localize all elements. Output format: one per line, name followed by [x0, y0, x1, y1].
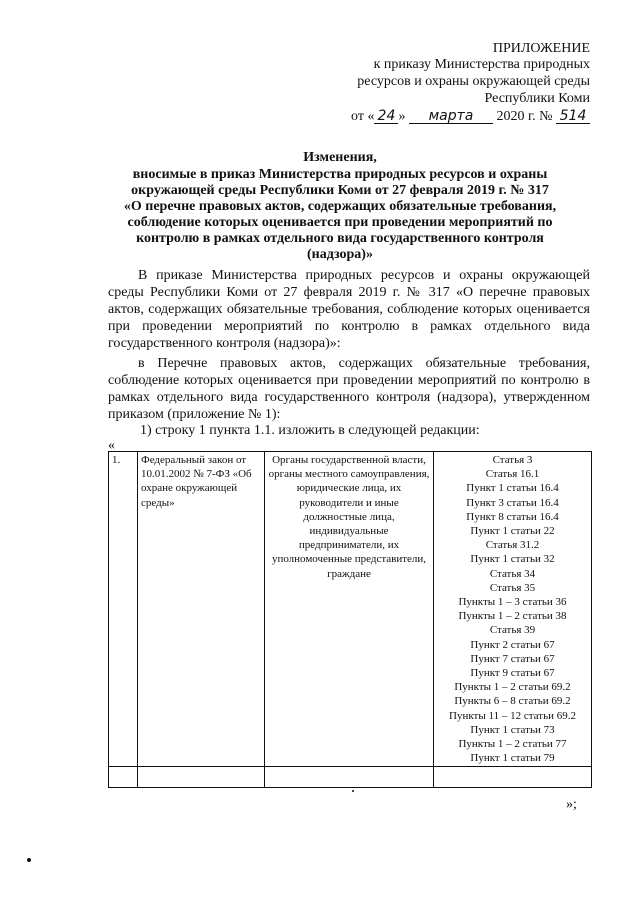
- table-row: [109, 452, 592, 767]
- article-line: Пункт 1 статьи 32: [470, 553, 555, 566]
- title-line-5: соблюдение которых оценивается при проведении мероприятий по: [127, 215, 553, 230]
- article-line: Пункт 9 статьи 67: [470, 667, 555, 680]
- header-line-3: ресурсов и охраны окружающей среды: [357, 74, 590, 89]
- header-line-4: Республики Коми: [484, 91, 590, 106]
- article-line: Пункты 6 – 8 статьи 69.2: [454, 695, 571, 708]
- article-line: Пункт 3 статьи 16.4: [466, 496, 559, 509]
- article-line: Пункт 1 статьи 22: [470, 525, 555, 538]
- order-date-line: [330, 108, 590, 125]
- quote-open-mark: «: [108, 438, 115, 453]
- title-line-2: вносимые в приказ Министерства природных ресурсов и охраны: [132, 167, 548, 182]
- article-line: Пункты 1 – 3 статьи 36: [458, 596, 567, 609]
- handwritten-number: 514: [556, 109, 590, 124]
- header-line-2: к приказу Министерства природных: [373, 57, 590, 72]
- body-paragraph-1: В приказе Министерства природных ресурсов и охраны окружающей среды Республики Коми от 27 февраля 2019 г. № 317 «О перечне правовых актов, содержащих обязательные требования, соблюдение которых оценивается при проведении мероприятий по контролю в рамках отдельного вида государственного контроля (надзора)»:: [108, 268, 590, 351]
- article-line: Пункт 1 статьи 73: [470, 723, 555, 736]
- body-paragraph-2: в Перечне правовых актов, содержащих обязательные требования, соблюдение которых оценивается при проведении мероприятий по контролю в рамках отдельного вида государственного контроля (надзора), утвержденном приказом (приложение № 1):: [108, 356, 590, 422]
- body-paragraph-3: 1) строку 1 пункта 1.1. изложить в следующей редакции:: [140, 423, 480, 438]
- title-line-1: Изменения,: [303, 150, 377, 165]
- title-line-4: «О перечне правовых актов, содержащих обязательные требования,: [123, 199, 557, 214]
- table-row-empty: [109, 767, 592, 788]
- handwritten-month: марта: [409, 109, 493, 124]
- title-line-3: окружающей среды Республики Коми от 27 февраля 2019 г. № 317: [131, 183, 549, 198]
- date-mid: »: [398, 109, 406, 124]
- article-line: Статья 16.1: [485, 468, 540, 481]
- article-line: Статья 39: [489, 624, 536, 637]
- title-line-6: контролю в рамках отдельного вида государственного контроля: [136, 231, 544, 246]
- article-line: Пункт 1 статьи 16.4: [466, 482, 559, 495]
- article-line: Пункты 1 – 2 статьи 38: [458, 610, 567, 623]
- article-line: Статья 34: [489, 567, 536, 580]
- quote-close-mark: »;: [566, 797, 577, 812]
- appendix-label: ПРИЛОЖЕНИЕ: [492, 41, 590, 56]
- scan-speck: [352, 790, 354, 792]
- scan-speck: [27, 858, 31, 862]
- article-line: Статья 35: [489, 581, 536, 594]
- empty-cell: [434, 767, 592, 788]
- row-number-cell: 1.: [109, 452, 138, 767]
- article-line: Пункт 7 статьи 67: [470, 652, 555, 665]
- handwritten-day: 24: [374, 109, 398, 124]
- date-year: 2020 г. №: [496, 109, 553, 124]
- empty-cell: [138, 767, 265, 788]
- empty-cell: [265, 767, 434, 788]
- article-line: Статья 3: [492, 454, 533, 466]
- articles-cell: [434, 452, 592, 767]
- article-line: Статья 31.2: [485, 539, 540, 552]
- amendment-table: [108, 451, 592, 788]
- title-line-7: (надзора)»: [307, 247, 373, 262]
- article-line: Пункты 1 – 2 статьи 77: [458, 738, 567, 751]
- empty-cell: [109, 767, 138, 788]
- article-line: Пункт 2 статьи 67: [470, 638, 555, 651]
- law-cell: Федеральный закон от 10.01.2002 № 7-ФЗ «Об охране окружающей среды»: [138, 452, 265, 767]
- article-line: Пункты 11 – 12 статьи 69.2: [449, 709, 576, 722]
- article-line: Пункты 1 – 2 статьи 69.2: [454, 681, 571, 694]
- article-line: Пункт 8 статьи 16.4: [466, 510, 559, 523]
- article-line: Пункт 1 статьи 79: [470, 752, 555, 765]
- date-prefix: от «: [351, 109, 375, 124]
- subjects-cell: Органы государственной власти, органы местного самоуправления, юридические лица, их руководители и иные должностные лица, индивидуальные предприниматели, их уполномоченные представители, граждане: [265, 452, 434, 767]
